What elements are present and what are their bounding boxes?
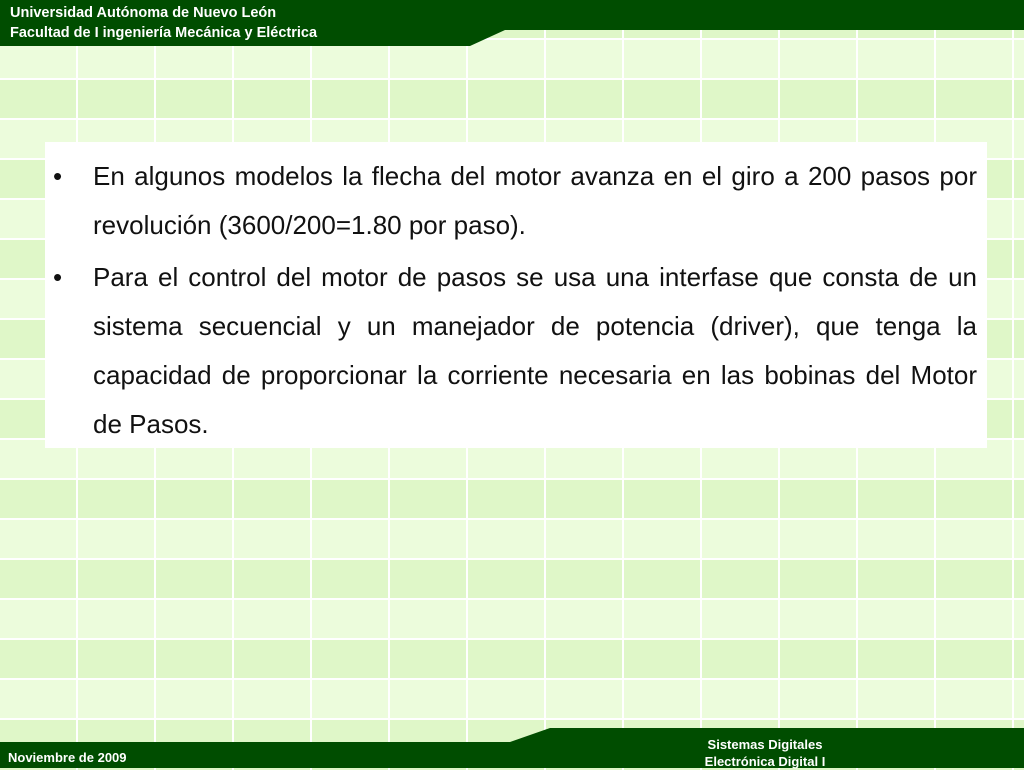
footer-background bbox=[0, 728, 1024, 768]
bullet-item bbox=[45, 152, 977, 250]
header-title bbox=[10, 3, 317, 43]
header-bar bbox=[0, 0, 1024, 47]
course-subtitle: Electrónica Digital I bbox=[704, 754, 826, 769]
faculty-name: Facultad de I ingeniería Mecánica y Eléctrica bbox=[10, 25, 318, 41]
bullet-dot: • bbox=[53, 161, 63, 191]
course-name: Sistemas Digitales bbox=[707, 737, 823, 752]
footer-bar bbox=[0, 728, 1024, 768]
footer-banner-shape bbox=[0, 728, 1024, 768]
bullet-dot: • bbox=[53, 262, 63, 292]
footer-course bbox=[660, 736, 870, 770]
bullet-list bbox=[45, 152, 977, 449]
footer-date: Noviembre de 2009 bbox=[8, 750, 127, 765]
bullet-text: Para el control del motor de pasos se usa una interfase que consta de un sistema secuencial y un manejador de potencia (driver), que tenga la capacidad de proporcionar la corriente necesaria en las bobinas del Motor de Pasos. bbox=[93, 262, 977, 439]
bullet-text: En algunos modelos la flecha del motor avanza en el giro a 200 pasos por revolución (3600/200=1.80 por paso). bbox=[93, 161, 977, 240]
content-box bbox=[45, 142, 987, 448]
university-name: Universidad Autónoma de Nuevo León bbox=[10, 5, 277, 21]
bullet-item bbox=[45, 253, 977, 449]
